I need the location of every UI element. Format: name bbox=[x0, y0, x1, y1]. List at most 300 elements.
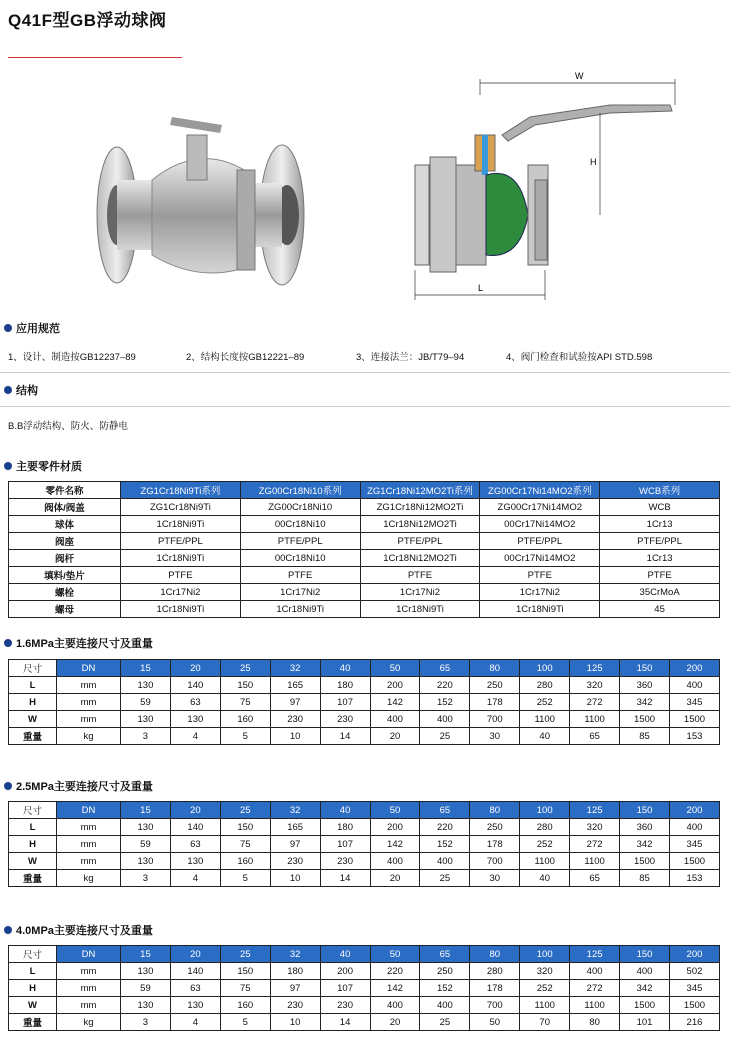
table-cell: 1Cr18Ni12MO2Ti bbox=[360, 550, 480, 567]
table-cell: 130 bbox=[170, 997, 220, 1014]
table-cell: 107 bbox=[320, 836, 370, 853]
table-row bbox=[9, 499, 720, 516]
spec-item: 4、阀门检查和试验按API STD.598 bbox=[506, 352, 653, 363]
dimension-h-label: H bbox=[590, 157, 597, 167]
table-cell: 20 bbox=[370, 1014, 420, 1031]
table-cell: 10 bbox=[270, 1014, 320, 1031]
table-header: 40 bbox=[320, 660, 370, 677]
table-cell: 345 bbox=[669, 836, 719, 853]
table-cell: 1Cr17Ni2 bbox=[121, 584, 241, 601]
table-cell: 107 bbox=[320, 980, 370, 997]
table-row bbox=[9, 1014, 720, 1031]
table-cell: 10 bbox=[270, 728, 320, 745]
table-cell: PTFE bbox=[480, 567, 600, 584]
table-header: 尺寸 bbox=[9, 802, 57, 819]
table-cell: 142 bbox=[370, 836, 420, 853]
table-cell: 400 bbox=[420, 853, 470, 870]
table-header: 200 bbox=[669, 660, 719, 677]
table-cell: 1Cr17Ni2 bbox=[480, 584, 600, 601]
table-header: ZG00Cr18Ni10系列 bbox=[240, 482, 360, 499]
table-row bbox=[9, 516, 720, 533]
table-cell: PTFE/PPL bbox=[360, 533, 480, 550]
table-cell: 1Cr17Ni2 bbox=[240, 584, 360, 601]
table-cell: mm bbox=[57, 963, 121, 980]
table-cell: 130 bbox=[121, 711, 171, 728]
table-row bbox=[9, 550, 720, 567]
table-cell: 180 bbox=[320, 819, 370, 836]
spec-list bbox=[8, 349, 728, 363]
table-header: 125 bbox=[570, 946, 620, 963]
table-cell: 180 bbox=[320, 677, 370, 694]
table-cell: 1100 bbox=[520, 711, 570, 728]
table-cell: 00Cr18Ni10 bbox=[240, 516, 360, 533]
table-row bbox=[9, 728, 720, 745]
table-header: 32 bbox=[270, 802, 320, 819]
table-cell: 3 bbox=[121, 728, 171, 745]
table-cell: 10 bbox=[270, 870, 320, 887]
ball-valve-photo bbox=[92, 95, 317, 295]
table-cell: ZG00Cr18Ni10 bbox=[240, 499, 360, 516]
table-cell: 152 bbox=[420, 836, 470, 853]
table-header-row bbox=[9, 802, 720, 819]
table-cell: 59 bbox=[121, 694, 171, 711]
table-header: 80 bbox=[470, 660, 520, 677]
table-header: 尺寸 bbox=[9, 660, 57, 677]
table-cell: 97 bbox=[270, 980, 320, 997]
table-header: 32 bbox=[270, 660, 320, 677]
table-row bbox=[9, 963, 720, 980]
table-cell: PTFE/PPL bbox=[121, 533, 241, 550]
section-spec-heading: 应用规范 bbox=[4, 320, 60, 336]
table-header: WCB系列 bbox=[600, 482, 720, 499]
table-cell: 320 bbox=[570, 677, 620, 694]
table-cell: mm bbox=[57, 997, 121, 1014]
table-cell: 00Cr17Ni14MO2 bbox=[480, 550, 600, 567]
table-header: 200 bbox=[669, 946, 719, 963]
table-cell: 1500 bbox=[620, 853, 670, 870]
table-cell: 85 bbox=[620, 728, 670, 745]
table-cell: 400 bbox=[370, 853, 420, 870]
table-cell: 152 bbox=[420, 694, 470, 711]
table-cell: mm bbox=[57, 694, 121, 711]
table-cell: 272 bbox=[570, 980, 620, 997]
table-cell: 130 bbox=[121, 997, 171, 1014]
table-cell: H bbox=[9, 836, 57, 853]
table-cell: 填料/垫片 bbox=[9, 567, 121, 584]
table-cell: 1Cr13 bbox=[600, 550, 720, 567]
table-cell: L bbox=[9, 963, 57, 980]
table-cell: PTFE bbox=[240, 567, 360, 584]
table-cell: PTFE/PPL bbox=[240, 533, 360, 550]
section-p25-heading: 2.5MPa主要连接尺寸及重量 bbox=[4, 778, 153, 794]
table-cell: 4 bbox=[170, 728, 220, 745]
table-cell: 178 bbox=[470, 836, 520, 853]
table-header: ZG1Cr18Ni9Ti系列 bbox=[121, 482, 241, 499]
table-row bbox=[9, 870, 720, 887]
table-cell: 阀杆 bbox=[9, 550, 121, 567]
table-cell: 63 bbox=[170, 836, 220, 853]
table-cell: 140 bbox=[170, 819, 220, 836]
table-header: 15 bbox=[121, 946, 171, 963]
table-header: 20 bbox=[170, 802, 220, 819]
table-cell: 320 bbox=[520, 963, 570, 980]
dimension-l-label: L bbox=[478, 283, 484, 293]
table-cell: 1Cr18Ni9Ti bbox=[121, 550, 241, 567]
table-cell: 153 bbox=[669, 728, 719, 745]
table-cell: 1100 bbox=[570, 711, 620, 728]
table-cell: 45 bbox=[600, 601, 720, 618]
table-cell: 400 bbox=[669, 677, 719, 694]
table-cell: 30 bbox=[470, 728, 520, 745]
dimensions-table-2-5mpa bbox=[8, 801, 720, 887]
table-cell: 345 bbox=[669, 980, 719, 997]
table-cell: 50 bbox=[470, 1014, 520, 1031]
table-header: 20 bbox=[170, 660, 220, 677]
table-cell: 14 bbox=[320, 870, 370, 887]
table-cell: PTFE bbox=[600, 567, 720, 584]
table-cell: 螺栓 bbox=[9, 584, 121, 601]
table-cell: 1500 bbox=[669, 997, 719, 1014]
table-cell: 63 bbox=[170, 694, 220, 711]
table-header: 100 bbox=[520, 946, 570, 963]
table-cell: 280 bbox=[520, 677, 570, 694]
table-cell: 1Cr18Ni12MO2Ti bbox=[360, 516, 480, 533]
table-header: 25 bbox=[220, 946, 270, 963]
table-cell: 4 bbox=[170, 1014, 220, 1031]
table-cell: 球体 bbox=[9, 516, 121, 533]
table-cell: 1100 bbox=[570, 997, 620, 1014]
table-cell: 40 bbox=[520, 870, 570, 887]
table-cell: 230 bbox=[320, 997, 370, 1014]
table-cell: 160 bbox=[220, 711, 270, 728]
table-row bbox=[9, 533, 720, 550]
table-cell: 200 bbox=[370, 819, 420, 836]
table-cell: 252 bbox=[520, 694, 570, 711]
table-row bbox=[9, 694, 720, 711]
table-header: 200 bbox=[669, 802, 719, 819]
table-cell: 25 bbox=[420, 1014, 470, 1031]
table-header: ZG00Cr17Ni14MO2系列 bbox=[480, 482, 600, 499]
table-cell: 5 bbox=[220, 870, 270, 887]
table-cell: 1100 bbox=[520, 853, 570, 870]
table-cell: 1Cr13 bbox=[600, 516, 720, 533]
table-cell: PTFE bbox=[360, 567, 480, 584]
table-cell: 1100 bbox=[520, 997, 570, 1014]
table-cell: 75 bbox=[220, 836, 270, 853]
table-cell: 272 bbox=[570, 694, 620, 711]
table-cell: 220 bbox=[420, 819, 470, 836]
table-cell: 1500 bbox=[620, 997, 670, 1014]
table-cell: 重量 bbox=[9, 1014, 57, 1031]
table-cell: 320 bbox=[570, 819, 620, 836]
table-row bbox=[9, 819, 720, 836]
table-cell: 345 bbox=[669, 694, 719, 711]
table-header: 125 bbox=[570, 802, 620, 819]
table-cell: 178 bbox=[470, 980, 520, 997]
table-row bbox=[9, 711, 720, 728]
table-header: 零件名称 bbox=[9, 482, 121, 499]
table-cell: 130 bbox=[170, 853, 220, 870]
table-cell: 250 bbox=[470, 677, 520, 694]
table-header: 50 bbox=[370, 946, 420, 963]
table-cell: 63 bbox=[170, 980, 220, 997]
table-cell: 130 bbox=[170, 711, 220, 728]
table-cell: 400 bbox=[370, 997, 420, 1014]
table-cell: H bbox=[9, 694, 57, 711]
table-cell: PTFE bbox=[121, 567, 241, 584]
table-header: 50 bbox=[370, 660, 420, 677]
table-cell: 400 bbox=[669, 819, 719, 836]
page-title: Q41F型GB浮动球阀 bbox=[8, 11, 167, 30]
table-header: 100 bbox=[520, 802, 570, 819]
table-cell: 1Cr17Ni2 bbox=[360, 584, 480, 601]
table-cell: 400 bbox=[620, 963, 670, 980]
table-cell: mm bbox=[57, 677, 121, 694]
table-cell: 700 bbox=[470, 711, 520, 728]
table-header: 150 bbox=[620, 660, 670, 677]
table-header-row bbox=[9, 482, 720, 499]
table-header: 20 bbox=[170, 946, 220, 963]
table-row bbox=[9, 853, 720, 870]
spec-item: 2、结构长度按GB12221–89 bbox=[186, 352, 305, 363]
table-cell: 59 bbox=[121, 980, 171, 997]
table-cell: 70 bbox=[520, 1014, 570, 1031]
table-cell: 280 bbox=[520, 819, 570, 836]
valve-section-diagram bbox=[410, 65, 710, 310]
table-cell: 20 bbox=[370, 870, 420, 887]
table-cell: 280 bbox=[470, 963, 520, 980]
table-row bbox=[9, 677, 720, 694]
table-cell: ZG00Cr17Ni14MO2 bbox=[480, 499, 600, 516]
table-row bbox=[9, 567, 720, 584]
table-cell: 35CrMoA bbox=[600, 584, 720, 601]
table-header: 40 bbox=[320, 946, 370, 963]
bullet-icon bbox=[4, 462, 12, 470]
table-cell: 1500 bbox=[669, 711, 719, 728]
table-cell: 142 bbox=[370, 694, 420, 711]
table-cell: 3 bbox=[121, 1014, 171, 1031]
table-cell: 65 bbox=[570, 728, 620, 745]
table-cell: 700 bbox=[470, 997, 520, 1014]
table-cell: kg bbox=[57, 870, 121, 887]
table-cell: 150 bbox=[220, 963, 270, 980]
table-cell: 130 bbox=[121, 819, 171, 836]
bullet-icon bbox=[4, 386, 12, 394]
table-cell: mm bbox=[57, 711, 121, 728]
divider bbox=[0, 372, 730, 373]
table-cell: 342 bbox=[620, 694, 670, 711]
table-cell: 59 bbox=[121, 836, 171, 853]
table-header-row bbox=[9, 946, 720, 963]
table-row bbox=[9, 601, 720, 618]
table-cell: 220 bbox=[420, 677, 470, 694]
table-cell: 14 bbox=[320, 1014, 370, 1031]
table-cell: 250 bbox=[420, 963, 470, 980]
table-cell: 75 bbox=[220, 694, 270, 711]
section-materials-heading: 主要零件材质 bbox=[4, 458, 82, 474]
table-header: 50 bbox=[370, 802, 420, 819]
table-row bbox=[9, 836, 720, 853]
table-cell: 160 bbox=[220, 997, 270, 1014]
table-cell: 165 bbox=[270, 819, 320, 836]
table-cell: WCB bbox=[600, 499, 720, 516]
spec-item: 1、设计、制造按GB12237–89 bbox=[8, 352, 136, 363]
table-cell: 101 bbox=[620, 1014, 670, 1031]
table-cell: 342 bbox=[620, 836, 670, 853]
table-header: 150 bbox=[620, 946, 670, 963]
table-cell: 252 bbox=[520, 980, 570, 997]
table-cell: 250 bbox=[470, 819, 520, 836]
table-cell: 1Cr18Ni9Ti bbox=[240, 601, 360, 618]
dimension-w-label: W bbox=[575, 71, 584, 81]
table-cell: 00Cr18Ni10 bbox=[240, 550, 360, 567]
table-cell: 107 bbox=[320, 694, 370, 711]
table-cell: 65 bbox=[570, 870, 620, 887]
table-cell: 220 bbox=[370, 963, 420, 980]
title-underline bbox=[8, 57, 182, 58]
table-cell: 1Cr18Ni9Ti bbox=[121, 601, 241, 618]
table-cell: 20 bbox=[370, 728, 420, 745]
table-cell: 152 bbox=[420, 980, 470, 997]
table-cell: kg bbox=[57, 1014, 121, 1031]
table-cell: 1500 bbox=[669, 853, 719, 870]
table-cell: mm bbox=[57, 853, 121, 870]
table-cell: 螺母 bbox=[9, 601, 121, 618]
table-cell: 200 bbox=[320, 963, 370, 980]
table-cell: 400 bbox=[420, 997, 470, 1014]
structure-text: B.B浮动结构、防火、防静电 bbox=[8, 421, 128, 432]
table-cell: 142 bbox=[370, 980, 420, 997]
table-cell: 230 bbox=[320, 853, 370, 870]
table-cell: 5 bbox=[220, 1014, 270, 1031]
table-row bbox=[9, 980, 720, 997]
table-cell: 216 bbox=[669, 1014, 719, 1031]
table-cell: W bbox=[9, 711, 57, 728]
table-header: ZG1Cr18Ni12MO2Ti系列 bbox=[360, 482, 480, 499]
table-header: 32 bbox=[270, 946, 320, 963]
table-cell: 97 bbox=[270, 694, 320, 711]
table-cell: 360 bbox=[620, 819, 670, 836]
table-cell: 342 bbox=[620, 980, 670, 997]
table-header: DN bbox=[57, 660, 121, 677]
section-p16-heading: 1.6MPa主要连接尺寸及重量 bbox=[4, 635, 153, 651]
table-cell: 1Cr18Ni9Ti bbox=[360, 601, 480, 618]
table-header: DN bbox=[57, 802, 121, 819]
table-cell: 400 bbox=[420, 711, 470, 728]
table-cell: 230 bbox=[270, 711, 320, 728]
table-cell: 130 bbox=[121, 963, 171, 980]
table-cell: 1Cr18Ni9Ti bbox=[480, 601, 600, 618]
table-cell: 230 bbox=[270, 997, 320, 1014]
table-cell: 252 bbox=[520, 836, 570, 853]
table-cell: mm bbox=[57, 980, 121, 997]
table-cell: 97 bbox=[270, 836, 320, 853]
table-cell: 阀座 bbox=[9, 533, 121, 550]
table-header: 15 bbox=[121, 802, 171, 819]
table-cell: 80 bbox=[570, 1014, 620, 1031]
table-header: 100 bbox=[520, 660, 570, 677]
table-cell: 160 bbox=[220, 853, 270, 870]
divider bbox=[0, 406, 730, 407]
table-row bbox=[9, 584, 720, 601]
table-header: 25 bbox=[220, 660, 270, 677]
materials-table bbox=[8, 481, 720, 618]
table-cell: kg bbox=[57, 728, 121, 745]
table-cell: PTFE/PPL bbox=[480, 533, 600, 550]
table-header: 80 bbox=[470, 946, 520, 963]
table-cell: W bbox=[9, 853, 57, 870]
table-cell: 130 bbox=[121, 677, 171, 694]
table-cell: 230 bbox=[270, 853, 320, 870]
table-header: 80 bbox=[470, 802, 520, 819]
table-cell: L bbox=[9, 819, 57, 836]
table-cell: 00Cr17Ni14MO2 bbox=[480, 516, 600, 533]
table-cell: 700 bbox=[470, 853, 520, 870]
section-p40-heading: 4.0MPa主要连接尺寸及重量 bbox=[4, 922, 153, 938]
section-structure-heading: 结构 bbox=[4, 382, 38, 398]
dimensions-table-4-0mpa bbox=[8, 945, 720, 1031]
table-cell: 25 bbox=[420, 728, 470, 745]
bullet-icon bbox=[4, 782, 12, 790]
table-cell: 1500 bbox=[620, 711, 670, 728]
table-header: 65 bbox=[420, 660, 470, 677]
table-row bbox=[9, 997, 720, 1014]
table-cell: mm bbox=[57, 836, 121, 853]
table-cell: 4 bbox=[170, 870, 220, 887]
table-cell: 40 bbox=[520, 728, 570, 745]
table-cell: 153 bbox=[669, 870, 719, 887]
table-cell: 140 bbox=[170, 677, 220, 694]
table-cell: 85 bbox=[620, 870, 670, 887]
bullet-icon bbox=[4, 639, 12, 647]
dimensions-table-1-6mpa bbox=[8, 659, 720, 745]
table-header: 25 bbox=[220, 802, 270, 819]
table-cell: H bbox=[9, 980, 57, 997]
table-cell: 230 bbox=[320, 711, 370, 728]
table-cell: 165 bbox=[270, 677, 320, 694]
table-cell: 130 bbox=[121, 853, 171, 870]
table-cell: 重量 bbox=[9, 728, 57, 745]
table-cell: 重量 bbox=[9, 870, 57, 887]
table-cell: 400 bbox=[370, 711, 420, 728]
table-cell: 140 bbox=[170, 963, 220, 980]
table-cell: 75 bbox=[220, 980, 270, 997]
table-cell: 1Cr18Ni9Ti bbox=[121, 516, 241, 533]
table-cell: 阀体/阀盖 bbox=[9, 499, 121, 516]
table-cell: 200 bbox=[370, 677, 420, 694]
table-cell: ZG1Cr18Ni12MO2Ti bbox=[360, 499, 480, 516]
table-cell: 150 bbox=[220, 819, 270, 836]
table-cell: 502 bbox=[669, 963, 719, 980]
bullet-icon bbox=[4, 324, 12, 332]
table-cell: 150 bbox=[220, 677, 270, 694]
table-header: 尺寸 bbox=[9, 946, 57, 963]
table-cell: 272 bbox=[570, 836, 620, 853]
table-header: DN bbox=[57, 946, 121, 963]
bullet-icon bbox=[4, 926, 12, 934]
table-cell: W bbox=[9, 997, 57, 1014]
table-header-row bbox=[9, 660, 720, 677]
table-cell: 3 bbox=[121, 870, 171, 887]
table-cell: 25 bbox=[420, 870, 470, 887]
table-cell: 360 bbox=[620, 677, 670, 694]
table-header: 150 bbox=[620, 802, 670, 819]
table-header: 65 bbox=[420, 802, 470, 819]
table-header: 125 bbox=[570, 660, 620, 677]
table-header: 65 bbox=[420, 946, 470, 963]
table-header: 40 bbox=[320, 802, 370, 819]
table-cell: 400 bbox=[570, 963, 620, 980]
